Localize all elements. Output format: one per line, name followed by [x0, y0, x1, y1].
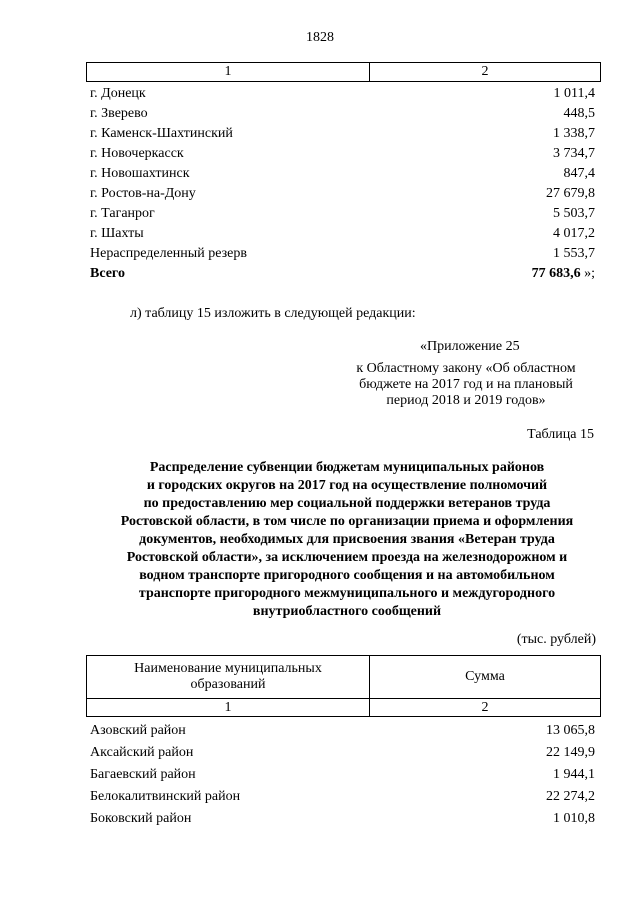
row-value: 1 010,8 [553, 811, 595, 826]
units-label: (тыс. рублей) [516, 632, 596, 647]
total-label: Всего [90, 266, 125, 281]
total-value-wrap [532, 264, 595, 284]
appendix-ref-line: к Областному закону «Об областном [356, 361, 576, 376]
row-value: 13 065,8 [546, 723, 595, 738]
page-number: 1828 [306, 30, 334, 45]
top-table-header [86, 62, 601, 82]
appendix-ref-line: бюджете на 2017 год и на плановый [359, 377, 573, 392]
row-value: 1 944,1 [553, 767, 595, 782]
table-row [90, 204, 595, 224]
table-row [90, 764, 595, 786]
table-row [90, 244, 595, 264]
heading-line: внутриобластного сообщений [252, 604, 442, 619]
row-value: 448,5 [563, 106, 595, 121]
row-name: г. Шахты [90, 226, 144, 241]
table-row [90, 808, 595, 830]
table-row [90, 720, 595, 742]
table-heading [82, 459, 612, 621]
instruction-text: л) таблицу 15 изложить в следующей редакции: [130, 306, 416, 321]
total-value: 77 683,6 [531, 266, 581, 281]
appendix-ref-line: период 2018 и 2019 годов» [386, 393, 546, 408]
total-suffix: »; [580, 266, 595, 281]
row-name: Нераспределенный резерв [90, 246, 247, 261]
row-name: Боковский район [90, 811, 192, 826]
row-name: г. Донецк [90, 86, 146, 101]
table-row [90, 224, 595, 244]
row-value: 847,4 [563, 166, 595, 181]
table-row [90, 144, 595, 164]
row-value: 1 011,4 [553, 86, 595, 101]
table-label: Таблица 15 [527, 427, 594, 442]
row-name: Багаевский район [90, 767, 196, 782]
row-name: Белокалитвинский район [90, 789, 241, 804]
row-value: 5 503,7 [553, 206, 595, 221]
heading-line: и городских округов на 2017 год на осуществление полномочий [146, 478, 548, 493]
table-row [90, 184, 595, 204]
row-value: 3 734,7 [553, 146, 595, 161]
heading-line: по предоставлению мер социальной поддержки ветеранов труда [143, 496, 551, 511]
table-row [90, 164, 595, 184]
main-table-col1-number: 1 [87, 699, 370, 716]
table-row [90, 786, 595, 808]
heading-line: Ростовской области», за исключением проезда на железнодорожном и [126, 550, 568, 565]
row-name: г. Зверево [90, 106, 148, 121]
appendix-reference [330, 361, 602, 409]
row-name: г. Новочеркасск [90, 146, 184, 161]
row-name: г. Новошахтинск [90, 166, 190, 181]
row-value: 4 017,2 [553, 226, 595, 241]
row-value: 22 149,9 [546, 745, 595, 760]
row-value: 27 679,8 [546, 186, 595, 201]
heading-line: Распределение субвенции бюджетам муниципальных районов [149, 460, 545, 475]
heading-line: документов, необходимых для присвоения звания «Ветеран труда [139, 532, 555, 547]
top-table-col2-number: 2 [481, 64, 489, 79]
table-row [90, 124, 595, 144]
heading-line: Ростовской области, в том числе по организации приема и оформления [120, 514, 574, 529]
main-table-header [86, 655, 601, 717]
header-municipality [87, 656, 370, 699]
row-name: Азовский район [90, 723, 186, 738]
header-sum: Сумма [370, 656, 600, 699]
main-table-col2-number: 2 [481, 700, 489, 715]
table-row [90, 104, 595, 124]
row-value: 1 553,7 [553, 246, 595, 261]
heading-line: транспорте пригородного межмуниципального и междугородного [138, 586, 556, 601]
total-row [90, 264, 595, 284]
row-name: г. Каменск-Шахтинский [90, 126, 233, 141]
row-name: г. Ростов-на-Дону [90, 186, 196, 201]
header-municipality-line: Наименование муниципальных [134, 661, 322, 676]
row-name: г. Таганрог [90, 206, 155, 221]
top-table-body [90, 84, 595, 284]
row-name: Аксайский район [90, 745, 194, 760]
row-value: 22 274,2 [546, 789, 595, 804]
appendix-title: «Приложение 25 [420, 339, 520, 354]
table-row [90, 742, 595, 764]
header-municipality-line: образований [190, 677, 266, 692]
top-table-col1-number: 1 [87, 63, 370, 81]
main-table-body [90, 720, 595, 830]
table-row [90, 84, 595, 104]
row-value: 1 338,7 [553, 126, 595, 141]
heading-line: водном транспорте пригородного сообщения и на автомобильном [139, 568, 555, 583]
